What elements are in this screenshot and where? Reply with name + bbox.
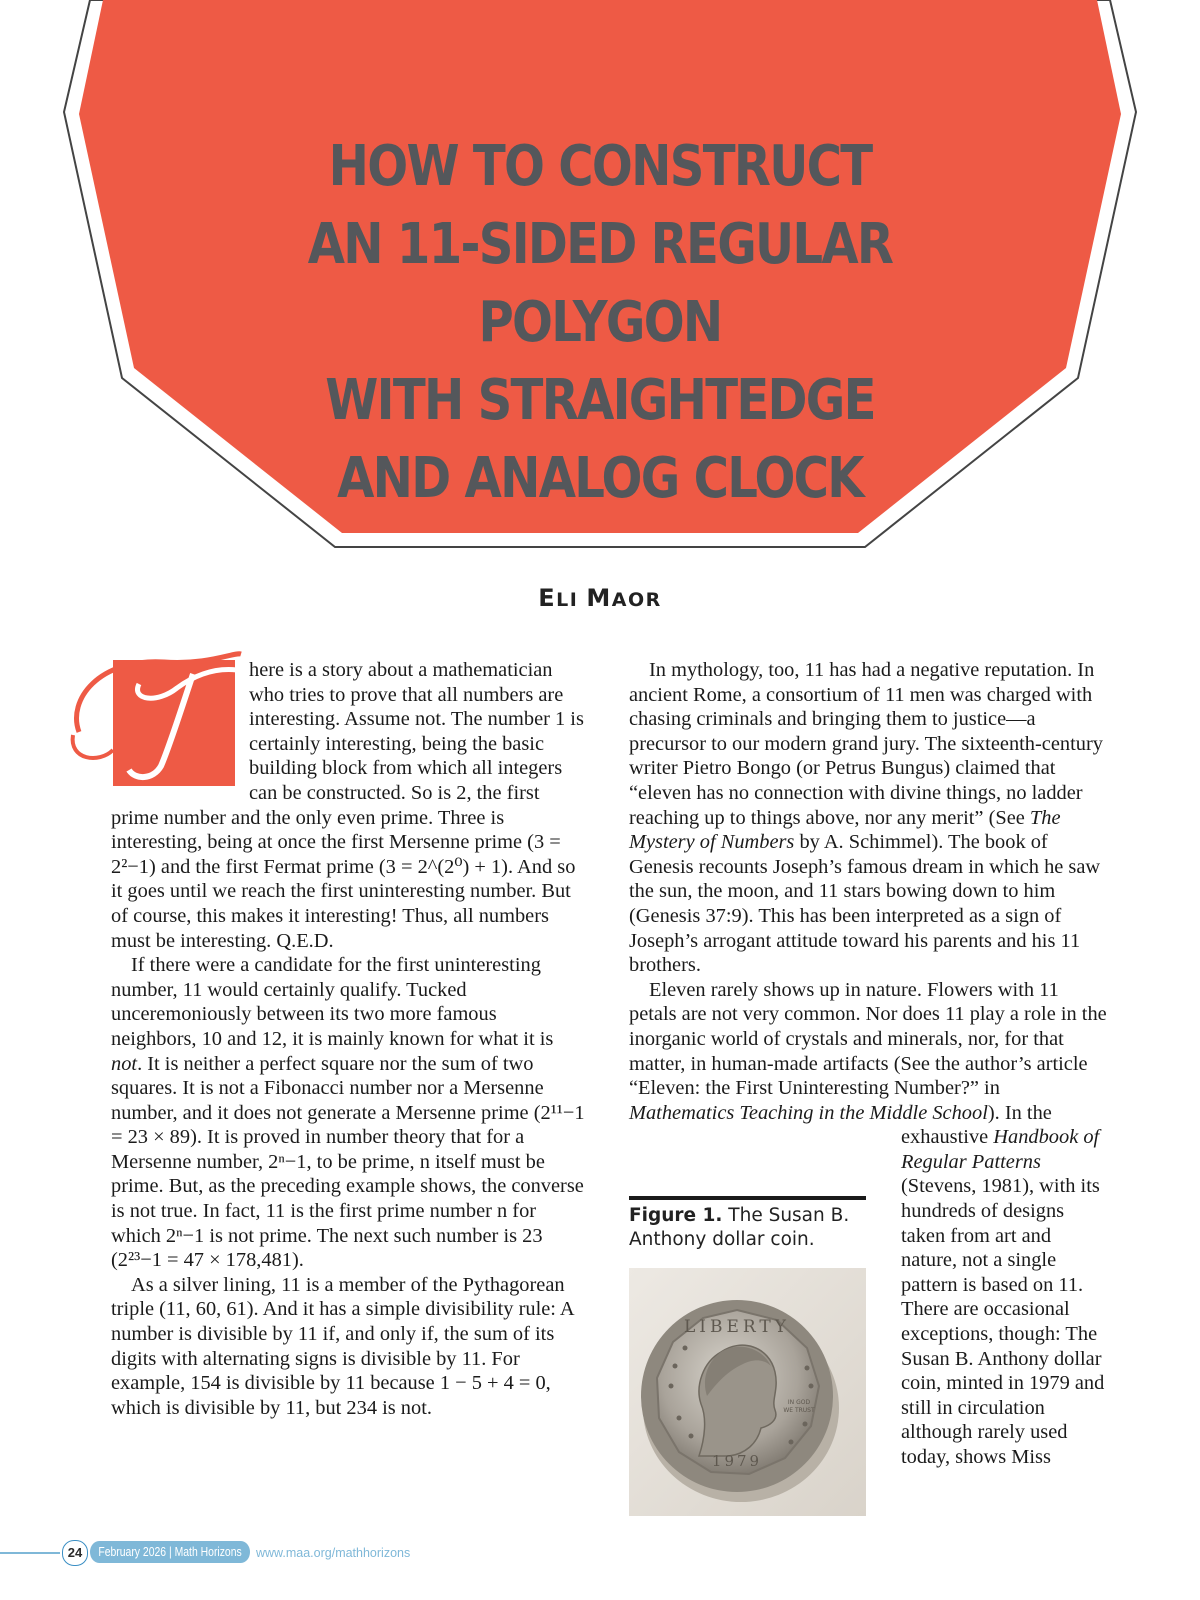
drop-cap-swash	[73, 735, 113, 758]
coin-text-year: 1979	[711, 1452, 763, 1470]
coin-text-liberty: LIBERTY	[684, 1317, 790, 1337]
figure-label: Figure 1.	[629, 1205, 723, 1226]
page-number: 24	[62, 1540, 88, 1566]
coin-text-motto: IN GOD	[787, 1399, 811, 1406]
paragraph: Eleven rarely shows up in nature. Flowers with 11 petals are not very common. Nor does 11 play a role in the inorganic world of crystals and minerals, nor, for that matter, in human-made artifacts (See the author’s article “Eleven: the First Uninteresting Number?” in Mathematics Teaching in the Middle School). In the exhaustive Handbook of Regular Patterns (Stevens, 1981), with its hundreds of designs taken from art and nature, not a single pattern is based on 11. There are occasional exceptions, though: The Susan B. Anthony dollar coin, minted in 1979 and still in circulation although rarely used today, shows Miss	[629, 978, 1107, 1470]
paragraph: As a silver lining, 11 is a member of the Pythagorean triple (11, 60, 61). And it has a simple divisibility rule: A number is divisible by 11 if, and only if, the sum of its digits with alternating signs is divisible by 11. For example, 154 is divisible by 11 because 1 − 5 + 4 = 0, which is divisible by 11, but 234 is not.	[111, 1273, 574, 1419]
coin-text-motto: WE TRUST	[783, 1407, 815, 1414]
left-column	[111, 640, 587, 1420]
title-line: WITH STRAIGHTEDGE	[325, 368, 875, 433]
paragraph: In mythology, too, 11 has had a negative reputation. In ancient Rome, a consortium of 11 men was charged with chasing criminals and bringing them to justice—a precursor to our modern grand jury. The sixteenth-century writer Pietro Bongo (or Petrus Bungus) claimed that “eleven has no connection with divine things, no ladder reaching up to things above, nor any merit” (See The Mystery of Numbers by A. Schimmel). The book of Genesis recounts Joseph’s famous dream in which he saw the sun, the moon, and 11 stars bowing down to him (Genesis 37:9). This has been interpreted as a sign of Joseph’s arrogant attitude toward his parents and his 11 brothers.	[629, 659, 1103, 977]
title-line: AN 11-SIDED REGULAR POLYGON	[307, 212, 893, 355]
issue-label: February 2026 | Math Horizons	[90, 1541, 250, 1563]
title-line: AND ANALOG CLOCK	[337, 446, 863, 511]
author-name-part: LI	[556, 589, 579, 611]
title-line: HOW TO CONSTRUCT	[328, 134, 872, 199]
figure-caption-text: The Susan B. Anthony dollar coin.	[629, 1205, 850, 1250]
coin-photo	[629, 1268, 866, 1516]
figure-rule	[629, 1196, 866, 1200]
footer-rule	[0, 1552, 60, 1554]
article-title	[213, 128, 987, 518]
drop-cap	[69, 640, 270, 788]
author-byline	[0, 584, 1200, 612]
paragraph: If there were a candidate for the first uninteresting number, 11 would certainly qualify. Tucked unceremoniously between its two more famous neighbors, 10 and 12, it is mainly known for what it is not. It is neither a perfect square nor the sum of two squares. It is not a Fibonacci number nor a Mersenne number, and it does not generate a Mersenne prime (2¹¹−1 = 23 × 89). It is proved in number theory that for a Mersenne number, 2ⁿ−1, to be prime, n itself must be prime. But, as the preceding example shows, the converse is not true. In fact, 11 is the first prime number n for which 2ⁿ−1 is not prime. The next such number is 23 (2²³−1 = 47 × 178,481).	[111, 954, 585, 1272]
page-footer	[0, 1540, 1200, 1566]
drop-cap-letter: T	[269, 640, 270, 641]
author-name-part: AOR	[611, 589, 662, 611]
author-initial: E	[538, 584, 557, 612]
figure-caption	[629, 1204, 869, 1252]
paragraph: here is a story about a mathematician who tries to prove that all numbers are interesting. Assume not. The number 1 is certainly interesting, being the basic building block from which all integers can be constructed. So is 2, the first prime number and the only even prime. Three is interesting, being at once the first Mersenne prime (3 = 2²−1) and the first Fermat prime (3 = 2^(2⁰) + 1). And so it goes until we reach the first uninteresting number. But of course, this makes it interesting! Thus, all numbers must be interesting. Q.E.D.	[111, 659, 584, 952]
site-url-link[interactable]: www.maa.org/mathhorizons	[256, 1546, 411, 1560]
author-initial: M	[586, 584, 612, 612]
